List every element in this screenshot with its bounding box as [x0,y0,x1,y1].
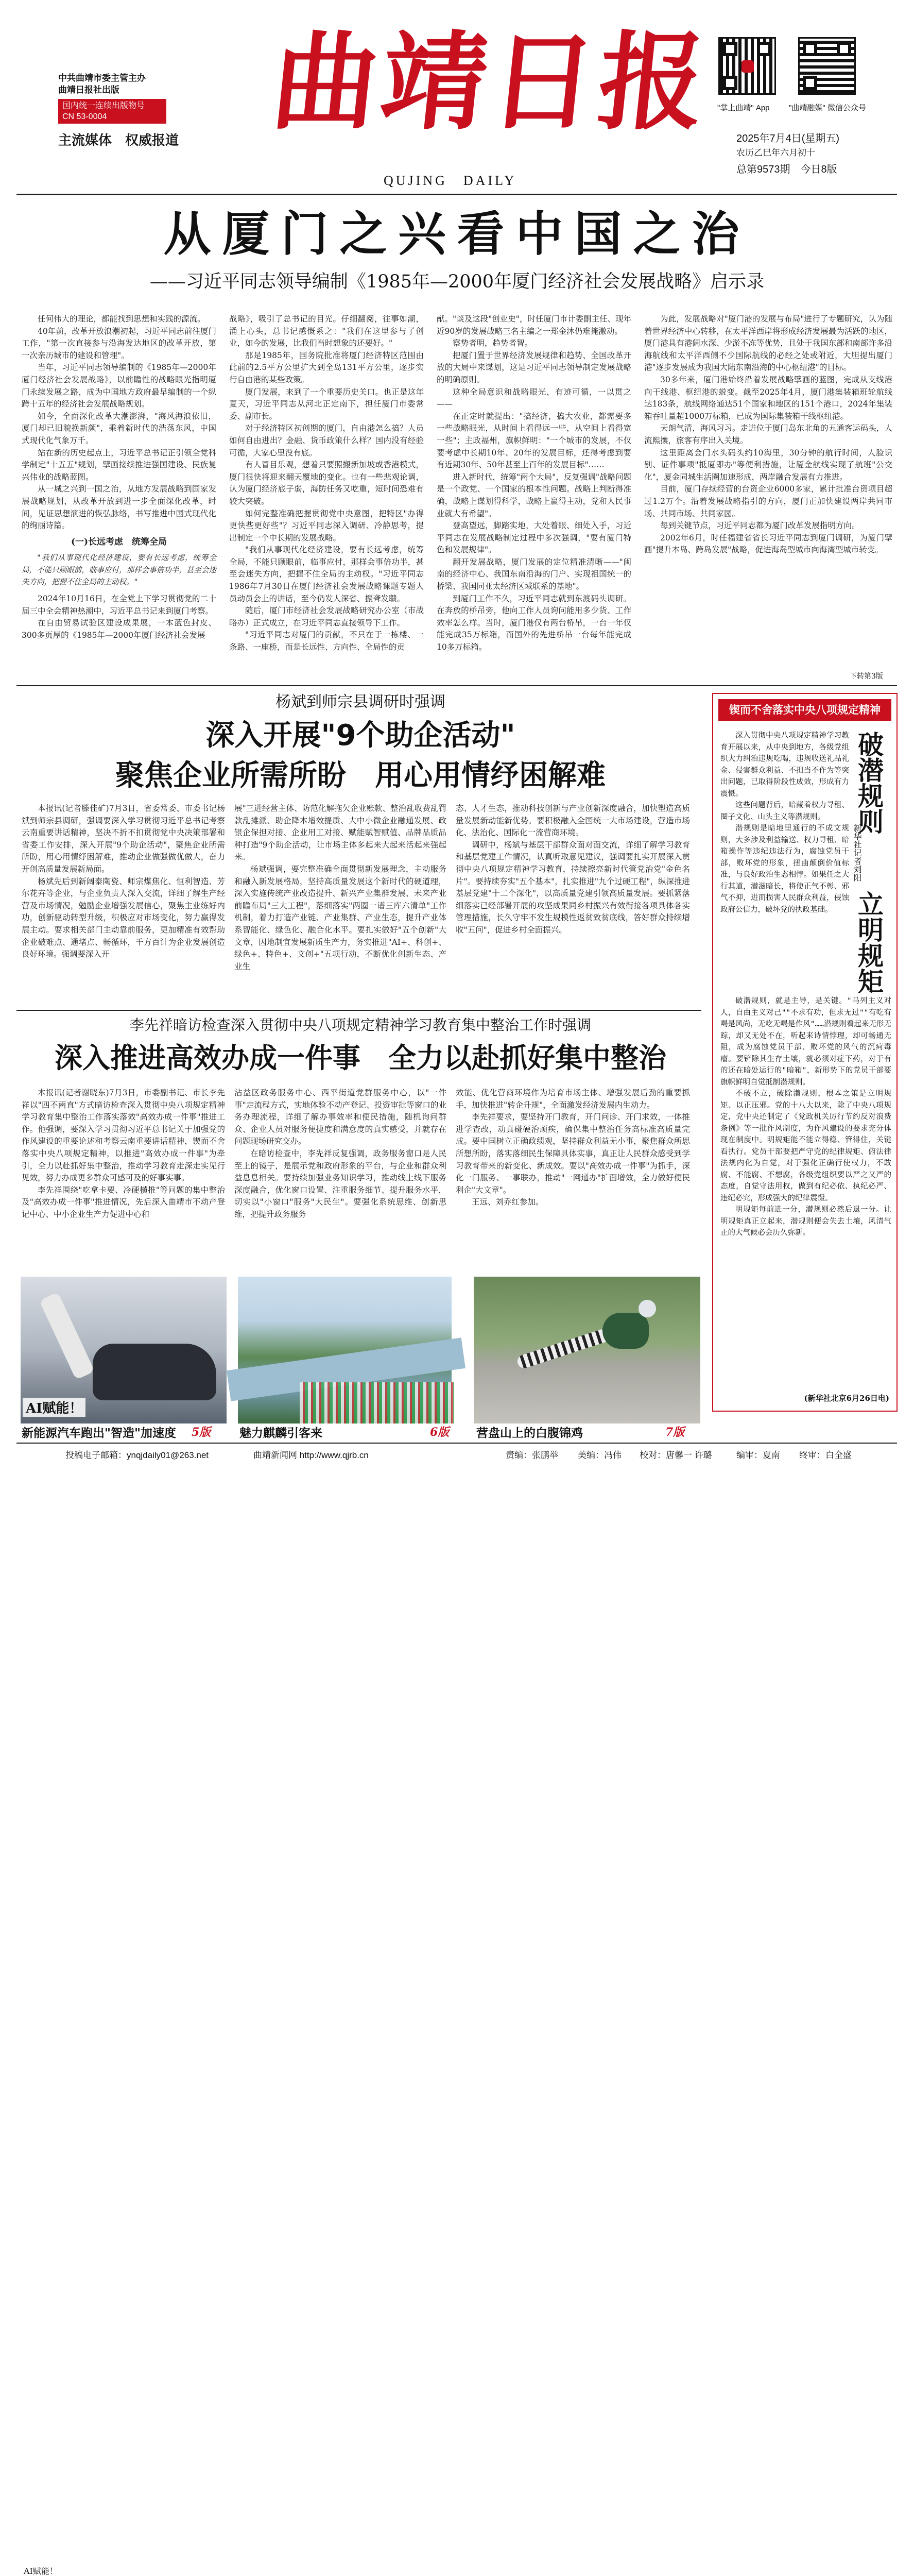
paragraph: 厦门发展，来到了一个重要历史关口。也正是这年夏天，习近平同志从河北正定南下，担任厦门市委常委、副市长。 [229,387,424,421]
paragraph: 登高望远，脚踏实地，大处着眼、细处入手，习近平同志在发展战略制定过程中多次强调，"要有厦门特色和发展规律"。 [437,521,631,555]
ai-badge: AI赋能！ [24,2566,58,2576]
paragraph: 2024年10月16日，在全党上下学习贯彻党的二十届三中全会精神热潮中，习近平总书记来到厦门考察。 [22,594,216,616]
paper-title-en: QUJING DAILY [384,173,517,188]
sidebar-banner: 锲而不舍落实中央八项规定精神 [718,699,891,721]
paragraph: 战略》，吸引了总书记的目光。仔细翻阅，往事如潮，涌上心头，总书记感慨系之："我们在这里参与了创业，如今的发展，比我们当时想象的还要好。" [229,314,424,348]
paragraph: "我们从事现代化经济建设，要有长远考虑，统筹全局，不能只顾眼前，临事应付，那样会事倍功半，甚至会迷失方向，把握不住全局的主动权。"习近平同志1986年7月30日在厦门经济社会发展战略课题专题人员动员会上的讲话，至今仍发人深省、振聋发聩。 [229,545,424,603]
paragraph: 这里距离金门水头码头约10海里，30分钟的航行时间，人脸识别、证件事项"抵厦即办"等便利措施，让厦金航线实现了航班"公交化"，厦金同城生活圈加速形成，两岸融合发展有力推进。 [644,448,892,482]
paragraph: 展"三进经营主体、防范化解拖欠企业账款、整治乱收费乱罚款乱摊派、助企降本增效提质、大中小微企业融通发展、政银企保担对接、企业用工对接、赋能赋智赋值、品牌品质品种打造"9个助企活动，让市场主体多起来大起来活起来强起来。 [234,804,446,862]
publisher-info [58,72,179,149]
paragraph: 李先祥要求，要坚持开门教育，开门问诊、开门求效，一体推进学查改，动真碰硬治顽疾，确保集中整治任务高标准高质量完成。要中国树立正确政绩观，坚持群众利益无小事，聚焦群众所思所想所盼，落实落细民生保障具体实事，真正让人民群众感受到学习教育带来的新变化、新成效。要以"高效办成一件事"为抓手，深化一门服务、一事联办，推动"一网通办"扩面增效，全力做好便民利企"大文章"。 [456,1112,690,1195]
sidebar-text-top [720,730,849,990]
sidebar-title-2: 立明规矩 [854,891,884,994]
paragraph: 本报讯(记者滕佳矿)7月3日，省委常委、市委书记杨斌到师宗县调研，强调要深入学习贯彻习近平总书记考察云南重要讲话精神，坚决不折不扣贯彻党中央决策部署和省委工作安排，深入开展"9个助企活动"，聚焦企业所需所盼，用心用情纾困解难，推动企业做强做优做大，奋力开创高质量发展新局面。 [22,804,225,874]
paragraph: 李先祥围绕"吃拿卡要、冷硬横推"等问题的集中整治及"高效办成一件事"推进情况，先后深入曲靖市不动产登记中心、中小企业生产力促进中心和 [22,1185,225,1219]
lead-bottom-rule [16,685,897,686]
photo-3-caption: 营盘山上的白腹锦鸡 [476,1426,583,1440]
crowd-shape [300,1382,454,1423]
paragraph: 站在新的历史起点上，习近平总书记正引领全党科学制定"十五五"规划，擘画接续推进强国建设、民族复兴伟业的战略蓝图。 [22,448,216,482]
paragraph: 本报讯(记者谢晓东)7月3日，市委副书记、市长李先祥以"四不两直"方式暗访检查深入贯彻中央八项规定精神学习教育集中整治工作落实落效"高效办成一件事"推进工作。他强调，要深入学习贯彻习近平总书记关于加强党的作风建设的重要论述和考察云南重要讲话精神，锲而不舍落实中央八项规定精神，以推进"高效办成一件事"为牵引，全力以赴抓好集中整治，推动学习教育走深走实见行见效，努力办成更多群众可感可及的好事实事。 [22,1088,225,1183]
paragraph: 在自由贸易试验区建设成果展，一本蓝色封皮、300多页厚的《1985年—2000年厦门经济社会发展 [22,618,216,640]
app-qr-code[interactable] [718,37,776,95]
photo-2-page-link[interactable]: 6版 [430,1426,450,1439]
sidebar-byline: 新华社记者刘阳 [852,824,862,882]
paragraph: 翻开发展战略，厦门发展的定位精准清晰——"闽南的经济中心、我国东南沿海的门户、实现祖国统一的桥梁、我国同亚太经济区域联系的基地"。 [437,557,631,591]
pull-quote: "我们从事现代化经济建设，要有长远考虑，统筹全局，不能只顾眼前，临事应付，那样会事倍功半，甚至会迷失方向，把握不住全局的主动权。" [22,554,216,587]
paragraph: 这些问题背后，暗藏着权力寻租、圈子文化、山头主义等潜规则。 [720,801,849,821]
photo-1-badge: AI赋能！ [23,1398,85,1417]
paragraph: 进入新时代，统筹"两个大局"，反复强调"战略问题是一个政党、一个国家的根本性问题。战略上判断得准确，战略上谋划得科学，战略上赢得主动，党和人民事业就大有希望"。 [437,472,631,518]
paragraph: 明规矩每前进一分，潜规则必然后退一分。让明规矩真正立起来，潜规则便会失去土壤，风清气正的大气候必会历久弥新。 [720,1206,891,1237]
paragraph: 调研中，杨斌与基层干部群众面对面交流，详细了解学习教育和基层党建工作情况，认真听取意见建议，强调要扎实开展深入贯彻中央八项规定精神学习教育，持续擦亮新时代管党治党"金色名片"。要持续夯实"五个基本"，扎实推进"九个过硬工程"，纵深推进基层党建"十二个深化"，以高质量党建引领高质量发展。要抓紧落细落实已经部署开展的攻坚成果同乡村振兴有效衔接各项具体各实管理措施，长久守牢不发生规模性返贫致贫底线，答好群众持续增收"五问"，促进乡村全面振兴。 [456,840,690,935]
paragraph: 如今，全面深化改革大潮澎湃，"海风海浪依旧，厦门却已旧貌换新颜"，乘着新时代的浩荡东风，中国式现代化气象万千。 [22,411,216,445]
sponsor-line-2: 曲靖日报社出版 [58,85,119,95]
footer-email[interactable]: 投稿电子邮箱：ynqjdaily01@263.net [65,1450,209,1460]
section-heading: (一)长远考虑 统筹全局 [71,536,167,547]
story3-headline: 深入推进高效办成一件事 全力以赴抓好集中整治 [55,1042,666,1074]
app-qr-label: "掌上曲靖" App [717,104,770,112]
paragraph: 天朗气清，海风习习。走进位于厦门岛东北角的五通客运码头，人流熙攘，旅客有序出入关境。 [644,423,892,445]
paragraph: 杨斌先后到新阔泰陶瓷、师宗煤焦化、恒利智造、芳尔花卉等企业，与企业负责人深入交流，详细了解生产经营及市场情况，勉励企业增强发展信心，聚焦主业练好内功，创新驱动转型升级，积极应对市场变化，努力赢得发展主动。要求相关部门主动靠前服务，更加精准有效帮助企业破难点、通堵点、畅循环，千方百计为企业发展创造良好环境。强调要深入开 [22,876,225,959]
pheasant-head-shape [639,1300,656,1317]
wechat-qr-label: "曲靖融媒" 微信公众号 [789,104,866,112]
wechat-qr-code[interactable] [798,37,856,95]
sidebar-dateline: (新华社北京6月26日电) [804,1394,889,1403]
cn-number: CN 53-0004 [62,112,107,121]
lead-subhead: ——习近平同志领导编制《1985年—2000年厦门经济社会发展战略》启示录 [149,272,765,292]
footer-editor: 责编：张鹏举 [506,1450,558,1460]
sponsor-line-1: 中共曲靖市委主管主办 [58,73,146,83]
paragraph: 沾益区政务服务中心、西平街道党群服务中心，以"一件事"走流程方式，实地体验不动产登记、投资审批等窗口的业务办理流程，详细了解办事效率和便民措施，随机询问群众、企业人员对服务便捷度和满意度的真实感受，并就存在问题现场研究交办。 [234,1088,446,1146]
paragraph: 为此，发展战略对"厦门港的发展与布局"进行了专题研究，认为随着世界经济中心转移，在太平洋西岸将形成经济发展最为活跃的地区，厦门港具有港阔水深、少淤不冻等优势，且处于我国东部和南部许多沿海航线和太平洋西侧不少国际航线的必经之处或附近，大胆提出厦门港"逐步发展成为我国大陆东南沿海的中心枢纽港"的目标。 [644,314,892,372]
masthead-divider [16,194,897,195]
story3-kicker: 李先祥暗访检查深入贯彻中央八项规定精神学习教育集中整治工作时强调 [129,1016,591,1033]
lead-column-1 [22,313,216,669]
story3-column-3 [456,1087,690,1273]
robot-arm-shape [39,1292,95,1380]
story3-column-2 [234,1087,446,1273]
paragraph: 在正定时就提出："搞经济，搞大农业，都需要多一些战略眼光，从时间上看得远一些，从空间上看得宽一些"；主政福州，旗帜鲜明："一个城市的发展，不仅要考虑中长期10年、20年的发展目标，还得考虑到要有近期30年、50年甚至上百年的发展目标"…… [437,411,631,470]
story2-headline-2: 聚焦企业所需所盼 用心用情纾困解难 [115,759,606,792]
paragraph: 对于经济特区初创期的厦门，自由港怎么搞？人员如何自由进出？金融、货币政策什么样？国内没有经验可循，大家心里没有底。 [229,423,424,457]
paragraph: 献。"谈及这段"创业史"，时任厦门市计委副主任、现年近90岁的发展战略三名主编之一郑金沐仍难掩激动。 [437,314,631,336]
paragraph: 潜规则是暗地里通行的不成文规则，大多涉及利益输送、权力寻租、暗箱操作等违纪违法行为，腐蚀党员干部，败坏党的形象，扭曲颠倒价值标准，与良好政治生态相悖。如果任之大行其道，潜滋暗长，将使正气不彰、邪气不抑，进而损害人民群众利益，侵蚀政府公信力，破坏党的执政基础。 [720,824,849,914]
footer-rule [16,1443,897,1444]
story3-column-1 [22,1087,225,1273]
story2-bottom-rule [16,1010,701,1011]
story2-column-1 [22,803,225,1004]
photo-1-caption: 新能源汽车跑出"智造"加速度 [22,1426,176,1440]
story2-kicker: 杨斌到师宗县调研时强调 [275,693,445,711]
photo-2[interactable] [238,1277,452,1423]
issn-badge [58,99,166,124]
car-body-shape [93,1344,216,1400]
paragraph: "习近平同志对厦门的贡献，不只在于一栋楼、一条路、一座桥，而是长远性、方向性、全局性的贡 [229,630,424,652]
story2-headline-1: 深入开展"9个助企活动" [205,719,515,752]
slogan: 主流媒体 权威报道 [58,133,179,148]
issn-label: 国内统一连续出版物号 [62,101,145,110]
paragraph: 随后，厦门市经济社会发展战略研究办公室（市战略办）正式成立，在习近平同志直接领导下工作。 [229,606,424,628]
paragraph: 在暗访检查中，李先祥反复强调，政务服务窗口是人民至上的镜子，是展示党和政府形象的平台，与企业和群众利益息息相关。要持续加强业务知识学习，推动线上线下服务深度融合，优化窗口设置、注重服务细节、提升服务水平，切实以"小窗口"服务"大民生"。要强化系统思维、创新思维，把提升政务服务 [234,1148,446,1219]
paragraph: 效能、优化营商环境作为培育市场主体、增强发展后劲的重要抓手，加快推进"转企升规"，全面激发经济发展内生动力。 [456,1088,690,1110]
paper-title: 曲靖日报 [266,21,714,144]
lead-column-3 [437,313,631,669]
paragraph: 任何伟大的理论，都能找到思想和实践的源流。 [38,314,205,324]
footer-proofreader: 校对：唐馨一 许璐 [640,1450,712,1460]
story2-column-2 [234,803,446,1004]
footer-art-editor: 美编：冯伟 [578,1450,622,1460]
continue-note[interactable]: 下转第3版 [850,672,883,681]
paragraph: 王远、刘乔红参加。 [472,1197,544,1207]
sidebar-title-1: 破潜规则 [854,731,884,834]
paragraph: 每到关键节点，习近平同志都为厦门改革发展指明方向。 [660,521,860,531]
paragraph: 从一城之兴到一国之治，从地方发展战略到国家发展战略规划，从改革开放到进一步全面深化改革，时间，见证思想演进的恢弘脉络，书写推进中国式现代化的绚丽诗篇。 [22,484,216,531]
paragraph: 察势者明，趋势者智。 [453,338,533,348]
pheasant-body-shape [602,1313,649,1349]
paragraph: 态、人才生态，推动科技创新与产业创新深度融合，加快塑造高质量发展新动能新优势。要积极融入全国统一大市场建设，营造市场化、法治化、国际化一流营商环境。 [456,804,690,838]
footer-website[interactable]: 曲靖新闻网 http://www.qjrb.cn [253,1450,369,1460]
footer-final-reviewer: 终审：白全盛 [799,1450,852,1460]
story2-column-3 [456,803,690,1004]
paragraph: 杨斌强调，要完整准确全面贯彻新发展理念，主动服务和融入新发展格局，坚持高质量发展这个新时代的硬道理，深入实施传统产业改造提升、新兴产业集群发展、未来产业前瞻布局"三大工程"，落细落实"两圈一谱三库六清单"工作机制，着力打造产业链、产业集群、产业生态，提升产业体系智能化、绿色化、融合化水平。要扎实做好"五个创新"大文章，因地制宜发展新质生产力，务实推进"AI+、科创+、绿色+、特色+、文创+"五项行动，不断优化创新生态、产业生 [234,864,446,971]
lead-column-2 [229,313,424,669]
lead-column-4 [644,313,892,669]
masthead [0,0,914,191]
paragraph: 把厦门置于世界经济发展规律和趋势、全国改革开放的大局中来谋划，这是习近平同志领导制定发展战略的明确原则。 [437,350,631,384]
paragraph: 当年，习近平同志领导编制的《1985年—2000年厦门经济社会发展战略》，以前瞻性的战略眼光指明厦门永续发展之路，成为中国地方政府最早编制的一个纵跨十五年的经济社会发展战略规划。 [22,363,216,409]
paragraph: 这种全局意识和战略眼光，有迹可循，一以贯之—— [437,387,631,409]
issue-number: 总第9573期 今日8版 [736,164,837,175]
paragraph: 如何完整准确把握贯彻党中央意图，把特区"办得更快些更好些"？习近平同志深入调研、冷静思考，提出制定一个中长期的发展战略。 [229,509,424,543]
issue-date: 2025年7月4日(星期五) [736,133,840,144]
footer-chief-editor: 编审：夏南 [736,1450,780,1460]
paragraph: 40年前，改革开放浪潮初起，习近平同志前往厦门工作，"第一次直接参与沿海发达地区的改革开放，第一次亲历城市的建设和管理"。 [22,326,216,360]
paragraph: 深入贯彻中央八项规定精神学习教育开展以来，从中央到地方，各级党组织大力纠治违规吃喝，违规收送礼品礼金、侵害群众利益、不担当不作为等突出问题，已取得阶段性成效，形成有力震慑。 [720,732,849,798]
sidebar-commentary [712,693,898,1412]
lead-headline: 从厦门之兴看中国之治 [163,207,751,262]
photo-3-page-link[interactable]: 7版 [665,1426,685,1439]
photo-2-caption: 魅力麒麟引客来 [239,1426,322,1440]
paragraph: 30多年来，厦门港始终沿着发展战略擘画的蓝图，完成从支线港向干线港、枢纽港的蜕变。截至2025年4月，厦门港集装箱班轮航线达183条，航线网络通达51个国家和地区的151个港口，2024年集装箱吞吐量超1000万标箱，已成为国际集装箱干线枢纽港。 [644,375,892,421]
paragraph: 2002年6月，时任福建省省长习近平同志到厦门调研，为厦门擘画"提升本岛、跨岛发展"战略，促进海岛型城市向海湾型城市转变。 [644,533,892,555]
lunar-date: 农历乙巳年六月初十 [736,148,815,158]
sidebar-text-bottom [720,995,891,1392]
paragraph: 破潜规则，就是主导，是关键。"马列主义对人，自由主义对己""不求有功，但求无过""有吃有喝是风尚，无吃无喝是作风"……潜规则看起来无形无踪，却又无处不在，听起来诗情悖理，却可畅通无阻，成为腐蚀党员干部、败坏党的风气的沉疴毒瘤。要铲除其生存土壤，就必须对症下药，对于有的还在暗处运行的"暗箱"，新形势下的党员干部要旗帜鲜明自觉抵制潜规则。 [720,997,891,1087]
paragraph: 那是1985年，国务院批准将厦门经济特区范围由此前的2.5平方公里扩大到全岛131平方公里，逐步实行自由港的某些政策。 [229,350,424,384]
paragraph: 有人冒目乐观，想着只要照搬新加坡或香港模式，厦门很快将迎来翻天覆地的变化。也有一些悲观论调，认为厦门经济底子弱，海防任务又吃重，短时间恐难有较大突破。 [229,460,424,506]
paragraph: 到厦门工作不久，习近平同志就到东渡码头调研。在奔放的桥吊旁，他向工作人员询问能用多少货、工作效率怎么样。当时，厦门港仅有两台桥吊，一台一年仅能完成35万标箱，而国外的先进桥吊一台每年能完成10多万标箱。 [437,594,631,652]
photo-1-page-link[interactable]: 5版 [192,1426,211,1439]
paragraph: 不破不立，破除潜规则，根本之策是立明规矩、以正压邪。党的十八大以来，除了中央八项规定，党中央还制定了《党政机关厉行节约反对浪费条例》等一批作风制度，为作风建设的要求充分体现在制度中。明规矩能不能立得稳、管得住，关键看执行。党员干部要把严守党的纪律规矩、俯法律法规内化为自觉，对于强化正确行使权力，不敢腐、不能腐、不想腐，各级党组织要以严之又严的态度，自觉守法用权，做到有纪必依、执纪必严、违纪必究，形成强大的纪律震慑。 [720,1090,891,1202]
paragraph: 目前，厦门存续经营的台资企业6000多家，累计批准台资项目超过1.2万个。沿着发展战略指引的方向，厦门正加快建设两岸共同市场、共同市场、共同家园。 [644,484,892,518]
photo-3[interactable] [474,1277,700,1423]
footer [16,1447,897,1464]
